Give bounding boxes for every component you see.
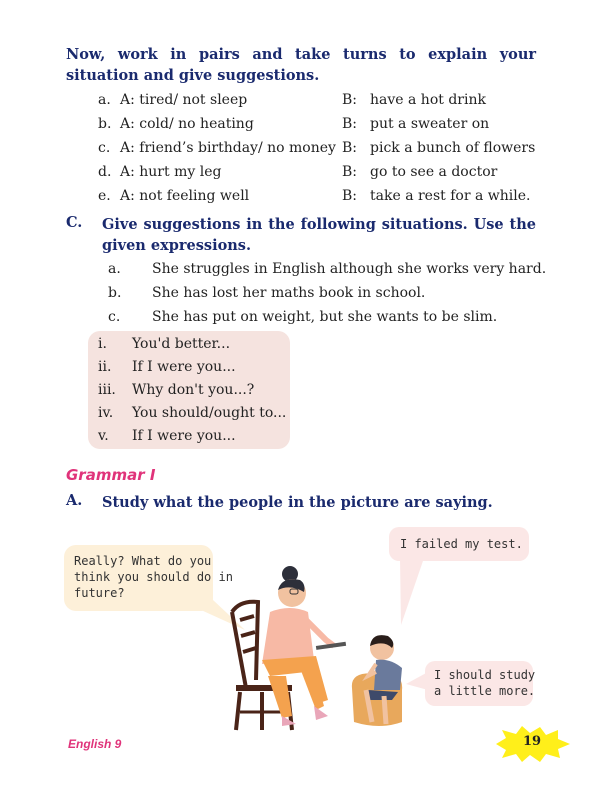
speaker-b: B:: [342, 140, 358, 156]
bubble-line: a little more.: [434, 684, 536, 698]
section-c-letter: C.: [66, 214, 83, 231]
bubble-line: future?: [74, 586, 125, 600]
speaker-b: B:: [342, 188, 358, 204]
section-c-instruction: Give suggestions in the following situations. Use the given expressions.: [102, 216, 536, 254]
suggestion-b: have a hot drink: [370, 92, 486, 108]
grammar-heading: Grammar I: [66, 466, 156, 484]
boy-study-text: [434, 667, 535, 699]
item-label: iii.: [98, 382, 116, 398]
situation-a: A: friend’s birthday/ no money: [120, 140, 336, 156]
item-label: i.: [98, 336, 107, 352]
item-label: v.: [98, 428, 109, 444]
bubble-line: I should study: [434, 668, 536, 682]
boy-failed-text: I failed my test.: [400, 537, 523, 551]
student-figure: [352, 635, 402, 726]
item-label: e.: [98, 188, 111, 204]
situation-text: She has lost her maths book in school.: [152, 285, 426, 301]
bubble-line: Really? What do you: [74, 554, 212, 568]
expression-text: If I were you...: [132, 428, 236, 444]
suggestion-b: take a rest for a while.: [370, 188, 531, 204]
situation-text: She has put on weight, but she wants to be slim.: [152, 309, 498, 325]
pairs-instruction: Now, work in pairs and take turns to explain your situation and give suggestions.: [66, 46, 536, 84]
grammar-letter: A.: [66, 492, 83, 509]
speaker-b: B:: [342, 92, 358, 108]
situation-a: A: tired/ not sleep: [120, 92, 248, 108]
expression-text: You'd better...: [132, 336, 231, 352]
suggestion-b: pick a bunch of flowers: [370, 140, 536, 156]
teacher-figure: [262, 566, 346, 726]
suggestion-b: go to see a doctor: [370, 164, 498, 180]
situation-a: A: cold/ no heating: [120, 116, 254, 132]
bubble-line: think you should do in: [74, 570, 233, 584]
suggestion-b: put a sweater on: [370, 116, 490, 132]
item-label: c.: [98, 140, 111, 156]
teacher-speech-text: [74, 553, 233, 601]
item-label: b.: [108, 285, 122, 301]
expression-text: You should/ought to...: [132, 405, 287, 421]
item-label: c.: [108, 309, 121, 325]
expression-text: Why don't you...?: [132, 382, 255, 398]
item-label: d.: [98, 164, 112, 180]
grammar-instruction: Study what the people in the picture are saying.: [102, 494, 493, 511]
item-label: a.: [98, 92, 111, 108]
item-label: ii.: [98, 359, 112, 375]
item-label: a.: [108, 261, 121, 277]
item-label: b.: [98, 116, 112, 132]
page-number: 19: [522, 734, 542, 749]
expression-text: If I were you...: [132, 359, 236, 375]
situation-a: A: not feeling well: [120, 188, 250, 204]
item-label: iv.: [98, 405, 114, 421]
book-title: English 9: [68, 737, 122, 751]
speaker-b: B:: [342, 116, 358, 132]
situation-a: A: hurt my leg: [120, 164, 222, 180]
situation-text: She struggles in English although she works very hard.: [152, 261, 547, 277]
speaker-b: B:: [342, 164, 358, 180]
